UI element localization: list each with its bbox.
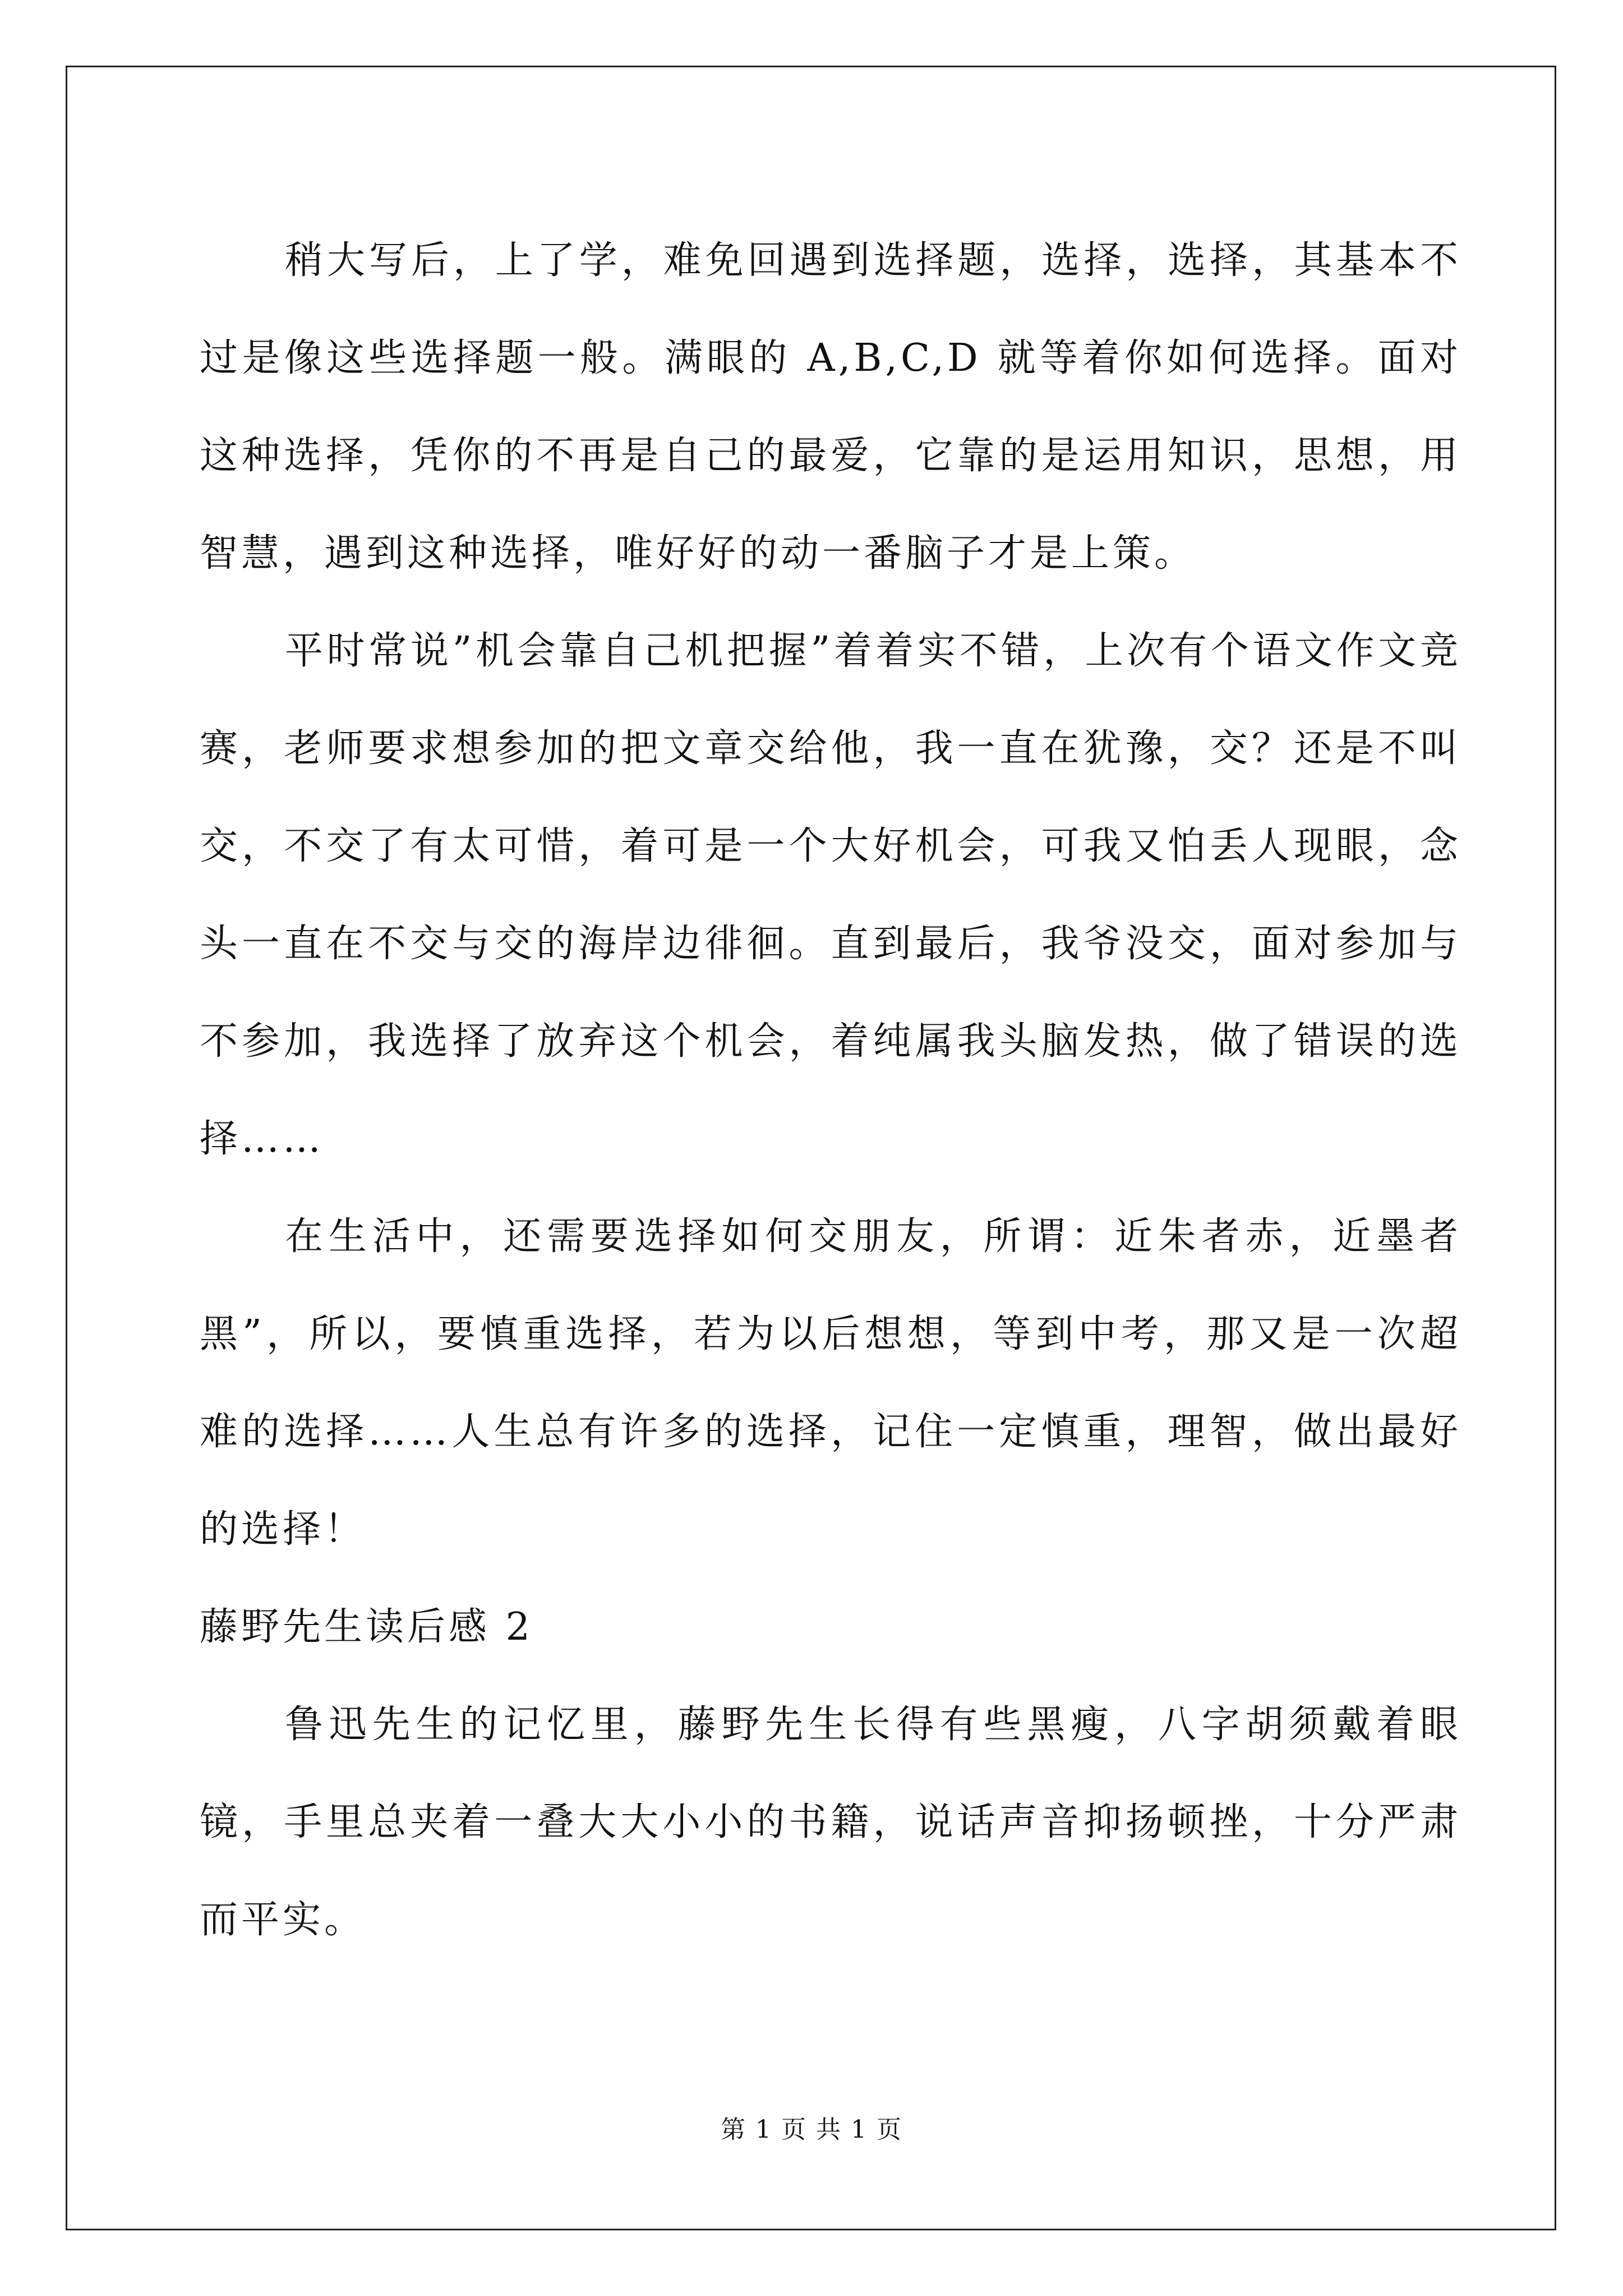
paragraph: 鲁迅先生的记忆里，藤野先生长得有些黑瘦，八字胡须戴着眼镜，手里总夹着一叠大大小小的书籍，说话声音抑扬顿挫，十分严肃而平实。: [200, 1703, 1461, 1942]
paragraph: 平时常说”机会靠自己机把握”着着实不错，上次有个语文作文竞赛，老师要求想参加的把文章交给他，我一直在犹豫，交？还是不叫交，不交了有太可惜，着可是一个大好机会，可我又怕丢人现眼，念头一直在不交与交的海岸边徘徊。直到最后，我爷没交，面对参加与不参加，我选择了放弃这个机会，着纯属我头脑发热，做了错误的选择……: [200, 629, 1461, 1161]
page-number: 第 1 页 共 1 页: [721, 2115, 902, 2144]
section-title: 藤野先生读后感 2: [200, 1605, 533, 1649]
paragraph: 在生活中，还需要选择如何交朋友，所谓：近朱者赤，近墨者黑”，所以，要慎重选择，若为以后想想，等到中考，那又是一次超难的选择……人生总有许多的选择，记住一定慎重，理智，做出最好的选择！: [200, 1214, 1461, 1552]
document-body: [200, 212, 1461, 1969]
paragraph: 稍大写后，上了学，难免回遇到选择题，选择，选择，其基本不过是像这些选择题一般。满眼的 A,B,C,D 就等着你如何选择。面对这种选择，凭你的不再是自己的最爱，它靠的是运用知识，思想，用智慧，遇到这种选择，唯好好的动一番脑子才是上策。: [200, 238, 1461, 576]
